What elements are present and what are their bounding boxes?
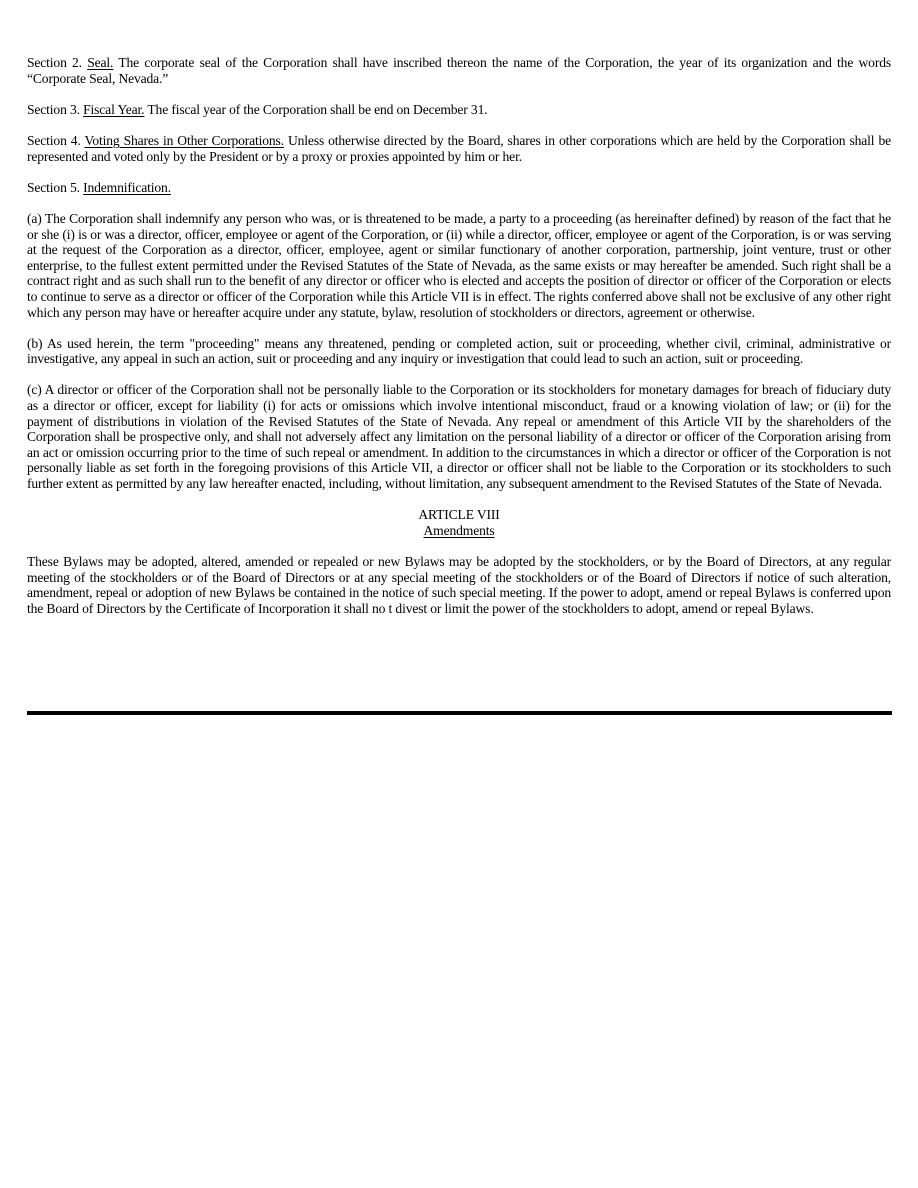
section-4-prefix: Section 4. bbox=[27, 132, 85, 148]
section-4-voting-shares bbox=[27, 133, 891, 164]
section-2-seal bbox=[27, 55, 891, 86]
section-3-body: The fiscal year of the Corporation shall be end on December 31. bbox=[144, 101, 488, 117]
article-heading bbox=[27, 507, 891, 538]
section-3-prefix: Section 3. bbox=[27, 101, 84, 117]
section-2-body: The corporate seal of the Corporation shall have inscribed thereon the name of the Corporation, the year of its organization and the words “Corporate Seal, Nevada.” bbox=[27, 55, 891, 86]
section-5-indemnification bbox=[27, 180, 891, 196]
section-2-prefix: Section 2. bbox=[27, 55, 88, 70]
paragraph-a: (a) The Corporation shall indemnify any person who was, or is threatened to be made, a party to a proceeding (as hereinafter defined) by reason of the fact that he or she (i) is or was a director, officer, employee or agent of the Corporation, or (ii) while a director, officer, employee or agent of the Corporation, is or was serving at the request of the Corporation as a director, officer, employee, agent or similar functionary of another corporation, partnership, joint venture, trust or other enterprise, to the fullest extent permitted under the Revised Statutes of the State of Nevada, as the same exists or may hereafter be amended. Such right shall be a contract right and as such shall run to the benefit of any director or officer who is elected and accepts the position of director or officer of the Corporation or elects to continue to serve as a director or officer of the Corporation while this Article VII is in effect. The rights conferred above shall not be exclusive of any other right which any person may have or hereafter acquire under any statute, bylaw, resolution of stockholders or directors, agreement or otherwise. bbox=[27, 210, 891, 320]
section-3-heading: Fiscal Year. bbox=[83, 101, 145, 117]
paragraph-b: (b) As used herein, the term "proceeding" means any threatened, pending or completed action, suit or proceeding, whether civil, criminal, administrative or investigative, any appeal in such an action, suit or proceeding and any inquiry or investigation that could lead to such an action, suit or proceeding. bbox=[27, 335, 891, 367]
section-4-heading: Voting Shares in Other Corporations. bbox=[84, 132, 284, 148]
article-body: These Bylaws may be adopted, altered, amended or repealed or new Bylaws may be adopted by the stockholders, or by the Board of Directors, at any regular meeting of the stockholders or of the Board of Directors or at any special meeting of the stockholders or of the Board of Directors if notice of such alteration, amendment, repeal or adoption of new Bylaws be contained in the notice of such special meeting. If the power to adopt, amend or repeal Bylaws is conferred upon the Board of Directors by the Certificate of Incorporation it shall no t divest or limit the power of the stockholders to adopt, amend or repeal Bylaws. bbox=[27, 554, 891, 616]
section-5-heading: Indemnification. bbox=[83, 179, 171, 195]
article-subtitle: Amendments bbox=[423, 522, 495, 538]
page-divider bbox=[27, 711, 892, 715]
document-page bbox=[27, 55, 891, 632]
section-5-prefix: Section 5. bbox=[27, 179, 84, 195]
section-4-body: Unless otherwise directed by the Board, shares in other corporations which are held by the Corporation shall be represented and voted only by the President or by a proxy or proxies appointed by him or her. bbox=[27, 132, 891, 164]
article-title: ARTICLE VIII bbox=[418, 507, 500, 523]
section-2-heading: Seal. bbox=[87, 55, 114, 70]
section-3-fiscal-year bbox=[27, 102, 891, 118]
paragraph-c: (c) A director or officer of the Corporation shall not be personally liable to the Corporation or its stockholders for monetary damages for breach of fiduciary duty as a director or officer, except for liability (i) for acts or omissions which involve intentional misconduct, fraud or a knowing violation of law; or (ii) for the payment of distributions in violation of the Revised Statutes of the State of Nevada. Any repeal or amendment of this Article VII by the shareholders of the Corporation shall be prospective only, and shall not adversely affect any limitation on the personal liability of a director or officer of the Corporation arising from an act or omission occurring prior to the time of such repeal or amendment. In addition to the circumstances in which a director or officer of the Corporation is not personally liable as set forth in the foregoing provisions of this Article VII, a director or officer shall not be liable to the Corporation or its stockholders to such further extent as permitted by any law hereafter enacted, including, without limitation, any subsequent amendment to the Revised Statutes of the State of Nevada. bbox=[27, 382, 891, 492]
